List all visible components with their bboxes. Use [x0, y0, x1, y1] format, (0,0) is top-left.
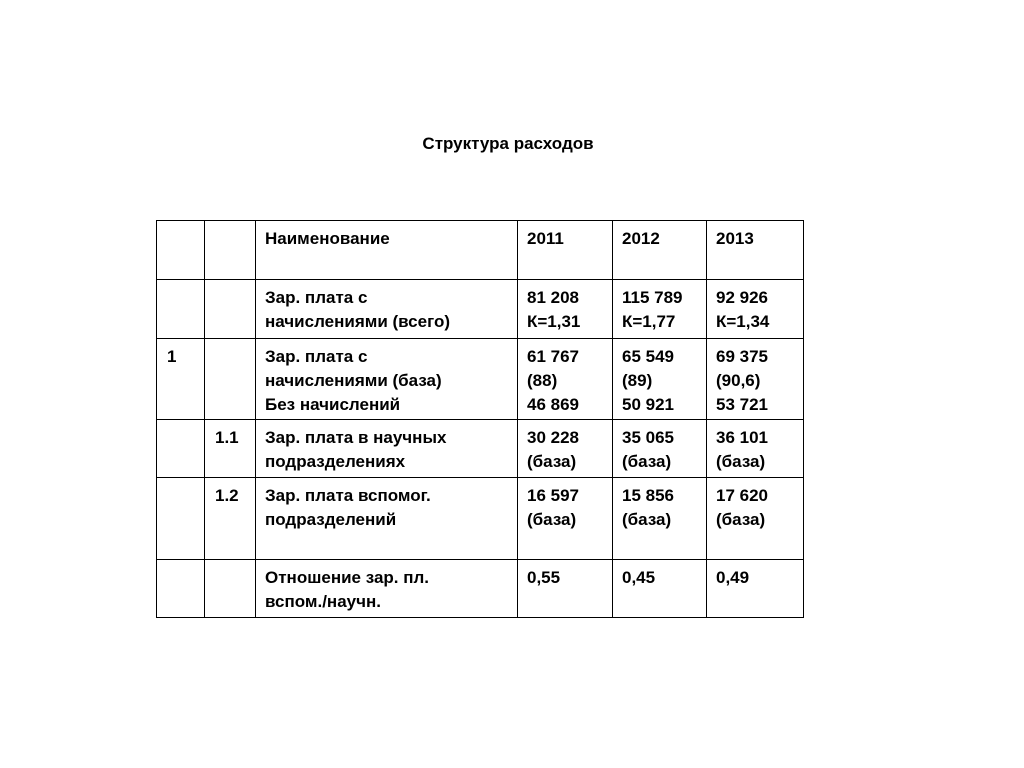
row-name-line: Зар. плата с [265, 288, 368, 307]
value-line: 36 101 [716, 428, 768, 447]
row-value-2011 [518, 280, 613, 339]
value-line: (база) [716, 452, 766, 471]
header-num2-cell [205, 221, 256, 280]
value-line: 61 767 [527, 347, 579, 366]
value-line: 0,49 [716, 568, 750, 587]
row-value-2012 [613, 478, 707, 560]
value-line: 35 065 [622, 428, 674, 447]
row-name-cell [256, 339, 518, 420]
row-value-2013 [707, 560, 804, 618]
row-num1-cell [157, 280, 205, 339]
value-line: (база) [622, 452, 672, 471]
row-value-2012 [613, 339, 707, 420]
value-line: 92 926 [716, 288, 768, 307]
row-num2-cell [205, 280, 256, 339]
row-name-cell [256, 478, 518, 560]
row-name-line: Отношение зар. пл. [265, 568, 430, 587]
value-line: 69 375 [716, 347, 768, 366]
row-name-line: Зар. плата в научных [265, 428, 447, 447]
row-num2-cell [205, 560, 256, 618]
value-line: (база) [527, 510, 577, 529]
expenses-table [156, 220, 804, 618]
header-num1-cell [157, 221, 205, 280]
header-year-2012: 2012 [613, 221, 707, 280]
row-value-2011 [518, 478, 613, 560]
value-line: 115 789 [622, 288, 683, 307]
value-line: 46 869 [527, 395, 579, 414]
value-line: (89) [622, 371, 653, 390]
row-value-2012 [613, 420, 707, 478]
row-num2-cell: 1.2 [205, 478, 256, 560]
row-value-2013 [707, 339, 804, 420]
row-num1-cell: 1 [157, 339, 205, 420]
value-line: 0,45 [622, 568, 656, 587]
table-row [157, 420, 804, 478]
row-name-line: Без начислений [265, 395, 401, 414]
table-row [157, 339, 804, 420]
value-line: (88) [527, 371, 558, 390]
row-name-cell [256, 560, 518, 618]
row-name-line: подразделений [265, 510, 397, 529]
row-num1-cell [157, 560, 205, 618]
row-value-2011 [518, 420, 613, 478]
table-header-row [157, 221, 804, 280]
row-value-2011 [518, 560, 613, 618]
row-num1-cell [157, 478, 205, 560]
row-value-2013 [707, 280, 804, 339]
row-name-line: вспом./научн. [265, 592, 381, 611]
table-row [157, 560, 804, 618]
value-line: 81 208 [527, 288, 579, 307]
row-name-cell [256, 420, 518, 478]
row-name-line: начислениями (база) [265, 371, 442, 390]
value-line: 17 620 [716, 486, 768, 505]
table-row [157, 478, 804, 560]
value-line: К=1,34 [716, 312, 770, 331]
header-name-cell: Наименование [256, 221, 518, 280]
row-num2-cell: 1.1 [205, 420, 256, 478]
header-year-2011: 2011 [518, 221, 613, 280]
value-line: (база) [716, 510, 766, 529]
row-value-2013 [707, 420, 804, 478]
value-line: (90,6) [716, 371, 761, 390]
value-line: 65 549 [622, 347, 674, 366]
row-value-2013 [707, 478, 804, 560]
value-line: (база) [527, 452, 577, 471]
row-value-2011 [518, 339, 613, 420]
row-name-line: Зар. плата с [265, 347, 368, 366]
header-year-2013: 2013 [707, 221, 804, 280]
row-num1-cell [157, 420, 205, 478]
value-line: (база) [622, 510, 672, 529]
row-name-line: начислениями (всего) [265, 312, 450, 331]
table-row [157, 280, 804, 339]
value-line: 0,55 [527, 568, 561, 587]
row-num2-cell [205, 339, 256, 420]
row-name-line: подразделениях [265, 452, 406, 471]
row-name-line: Зар. плата вспомог. [265, 486, 431, 505]
value-line: К=1,31 [527, 312, 581, 331]
row-value-2012 [613, 560, 707, 618]
row-value-2012 [613, 280, 707, 339]
value-line: 53 721 [716, 395, 768, 414]
value-line: 16 597 [527, 486, 579, 505]
page-title: Структура расходов [422, 134, 594, 153]
value-line: К=1,77 [622, 312, 676, 331]
value-line: 50 921 [622, 395, 674, 414]
value-line: 15 856 [622, 486, 674, 505]
row-name-cell [256, 280, 518, 339]
value-line: 30 228 [527, 428, 579, 447]
